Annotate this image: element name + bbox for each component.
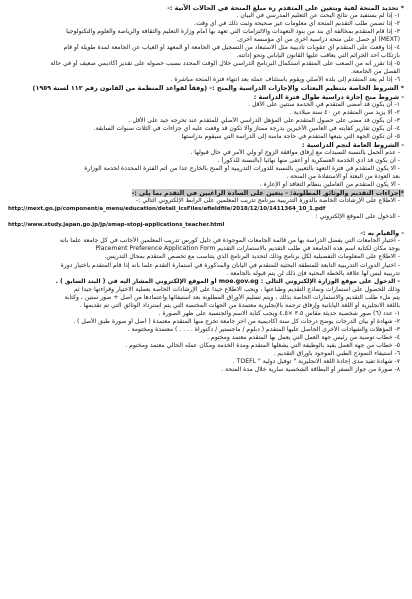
text-line xyxy=(8,157,404,165)
line-text: - ألا يكون المتقدم من العاملين بنظام التعاقد أو الإعارة . xyxy=(259,181,400,189)
text-line xyxy=(8,302,404,310)
text-line xyxy=(8,245,404,253)
text-line xyxy=(8,181,404,189)
text-line xyxy=(8,358,404,366)
line-text: http://mext.go.jp/component/a_menu/education/detail_icsFiles/afieldfile/2018/12/10/1411364_10_1.pdf xyxy=(8,206,326,213)
url-line[interactable] xyxy=(8,205,404,213)
text-line xyxy=(8,310,404,318)
text-line xyxy=(8,237,404,245)
line-text: ٤- خطاب توصية من رئيس جهة العمل التي يعمل بها المتقدم معتمد ومختوم . xyxy=(207,333,400,341)
line-text: وذلك للحصول على استمارات ونماذج التقديم وطباعتها ، ويجب الاطلاع جيداً على الإرشادات الخاصة بعملية الاختيار وقراءتها جيداً ثم xyxy=(73,285,400,293)
line-text: - الاطلاع على المعلومات التفصيلية لكل برنامج وذلك لتحديد البرنامج الذي يتناسب مع تخصص المتقدم بمجال التدريس. xyxy=(104,253,400,261)
section-heading xyxy=(8,141,404,149)
text-line xyxy=(8,270,404,278)
text-line xyxy=(8,133,404,141)
text-line xyxy=(8,12,404,20)
line-text: * الشروط الخاصة بتنظيم البعثات والإجازات الدراسية والمنح :- (وفقاً لقواعد المنظمة من القانون رقم ١١٢ لسنة ١٩٥٩) xyxy=(32,84,404,93)
text-line xyxy=(8,117,404,125)
line-text: - ألا يكون المتقدم في فترة التعهد بالتعيين بالنسبة للدورات التدريبية أو المنح بالخارج عدا من أتم الفترة المحددة لخدمة الوزارة xyxy=(84,164,400,172)
line-text: - الدخول على الموقع الإلكتروني : xyxy=(315,213,400,221)
line-text: تدريبية ليس لها علاقة بالخطة البحثية فإن ذلك لن يتم قبوله بالجامعة . xyxy=(226,269,400,277)
line-text: - الشروط العامة لنجم الدراسية : xyxy=(302,140,404,149)
line-text: ٤- أن يكون تقارير كفايته في العامين الأخيرين بدرجة ممتاز وألا تكون قد وقعت عليه أي جزاءات في الثلاث سنوات السابقة. xyxy=(93,124,400,132)
text-line xyxy=(8,350,404,358)
text-line xyxy=(8,173,404,181)
text-line xyxy=(8,342,404,350)
line-text: ٨- صورة من جواز السفر أو البطاقة الشخصية سارية خلال مدة المنحة . xyxy=(221,366,400,374)
section-heading xyxy=(8,93,404,101)
line-text: - اختيار الجامعات التي يفضل الدراسة بها من قائمة الجامعات الموجودة في دليل كورس تدريب المعلمين الأجانب في كل جامعة علماً بأنه xyxy=(59,237,400,245)
line-text: ٥- أن تكون الجهة التي يتبعها المتقدم في حاجة ماسة إلى الدراسة التي سيقوم بدراستها xyxy=(181,132,400,140)
line-text: ٧- شهادة تفيد مدى إجادة اللغة الانجليزية " توفيل دولية " TOEFL . xyxy=(232,358,400,366)
line-text: http://www.study.japan.go.jp/jp/smap-stopj-applications_teacher.html xyxy=(8,222,225,229)
line-text: بعد العودة من البعثة أو الاستفادة من المنحة . xyxy=(286,172,400,180)
line-text: - شروط منح إجازة دراسية طوال فترة الدراسة : xyxy=(253,92,404,101)
line-text: ١- أن يكون قد أمضى المتقدم في الخدمة سنتين على الأقل . xyxy=(248,100,400,108)
section-heading xyxy=(8,189,404,197)
line-text: - عدم الحمل بالنسبة للسيدات مع إرفاق موافقة الزوج أو ولي الأمر في حال قبولها . xyxy=(190,148,400,156)
line-text: الفصل من الجامعة. xyxy=(350,68,400,76)
line-text: (MEXT) أو حصل على منحة دراسية أخرى من أي مؤسسة أخرى. xyxy=(236,36,400,44)
line-text: ٣- إذا قام المتقدم بمخالفة أي بند من بنود التعهدات والالتزامات التي تعهد بها أمام وزارة التعليم والثقافة والرياضة والعلوم والتكنولوجيا xyxy=(66,28,400,36)
section-heading xyxy=(8,84,404,92)
line-text: يوجد مكان لكتابة اسم هذه الجامعة في طلب التقديم بالاستمارات التقديم Placement Preference Application Form xyxy=(95,245,400,253)
line-text: - الاطلاع على الإرشادات الخاصة بالدورة التدريبية ببرنامج تدريب المعلمين على الرابط الإلكتروني التالي :- xyxy=(136,197,400,205)
line-text: ٥- خطاب من جهة العمل يفيد بالوظيفة التي يشغلها المتقدم ومدة الخدمة ومكان عمله الحالي معتمد ومختوم . xyxy=(125,341,400,349)
line-text: - والقيام به :- xyxy=(360,229,404,238)
text-line xyxy=(8,197,404,205)
text-line xyxy=(8,52,404,60)
text-line xyxy=(8,28,404,36)
line-text: ٦- إذا لم يعد المتقدم إلى بلده الأصلي ويقوم باستئناف عمله بعد انتهاء فترة المنحة مباشرة . xyxy=(170,76,400,84)
text-line xyxy=(8,318,404,326)
text-line xyxy=(8,101,404,109)
text-line xyxy=(8,125,404,133)
line-text: ٦- استيفاء النموذج الطبي الموجود بأوراق التقديم . xyxy=(273,350,400,358)
line-text: - أن يكون قد أدى الخدمة العسكرية أو أعفى منها نهائياً (بالنسبة للذكور) . xyxy=(217,156,400,164)
text-line xyxy=(8,326,404,334)
line-text: ٣- المؤهلات والشهادات الأخرى الحاصل عليها المتقدم ( دبلوم / ماجستير / دكتوراة . . . . ) معتمدة ومختومة . xyxy=(127,325,400,333)
text-line xyxy=(8,68,404,76)
line-text: - الدخول على موقع الوزارة الإلكتروني التالي : moe.gov.eg أو الموقع الإلكتروني المشار اليه في ( البند السابق ) . xyxy=(55,277,400,285)
text-line xyxy=(8,20,404,28)
text-line xyxy=(8,76,404,84)
text-line xyxy=(8,149,404,157)
section-heading xyxy=(8,229,404,237)
line-text: ٢- إذا تضمن طلب التقديم المنحة أي معلومات غير صحيحة وثبت ذلك في أي وقت. xyxy=(194,20,400,28)
text-line xyxy=(8,253,404,261)
text-line xyxy=(8,262,404,270)
line-text: ١- إذا لم يستفيد من نتائج البحث عن التعليم المدرسي في البيان . xyxy=(236,12,400,20)
text-line xyxy=(8,213,404,221)
text-line xyxy=(8,36,404,44)
line-text: * تحديد المنحة لفية ويتعين على المتقدم ره مبلغ المنحة في الحالات الآتية :- xyxy=(167,4,404,12)
text-line xyxy=(8,44,404,52)
text-line xyxy=(8,366,404,374)
text-line xyxy=(8,278,404,286)
line-text: ٣- أن يكون قد مضى على حصول المتقدم على المؤهل الدراسي الأصلي للمتقدم عند تخرجه جيد على الأقل . xyxy=(128,116,400,124)
text-line xyxy=(8,60,404,68)
line-text: ٢- ألا يزيد سن المتقدم عن ٤٠ سنة ميلادية . xyxy=(289,108,400,116)
text-line xyxy=(8,334,404,342)
line-text: ٤- إذا وقعت على المتقدم أي عقوبات تأديبية مثل الاستبعاد من التسجيل في الجامعة أو المعهد أو الغياب عن الجامعة لمدة طويلة أو قام xyxy=(63,44,400,52)
text-line xyxy=(8,286,404,294)
text-line xyxy=(8,294,404,302)
line-text: بارتكاب أحد الجرائم التي يعاقب عليها القانون الياباني ونحو إدانته. xyxy=(236,52,400,60)
line-text: باللغة الانجليزية أو اللغة اليابانية وإرفاق ترجمة بالإنجليزية معتمدة من الجهات المختصة التي يتم استرداد الوثائق التي تم تقديمها . xyxy=(79,301,400,309)
text-line xyxy=(8,165,404,173)
section-heading xyxy=(8,4,404,12)
line-text: ٥- إذا تقرر أنه من الصعب على المتقدم استكمال البرنامج الدراسي خلال الوقت المحدد بسبب حصوله على تقدير أكاديمي ضعيف أو في حالة xyxy=(50,60,400,68)
text-line xyxy=(8,109,404,117)
url-line[interactable] xyxy=(8,221,404,229)
line-text: يتم ملء طلب التقديم والاستمارات الخاصة بذلك ، ويتم تسليم الأوراق المطلوبة بعد استيفائها واعتمادها من أصل + صور ستين ، وكتابة xyxy=(64,293,400,301)
line-text: *إجراءات التقديم والوثائق المطلوبة: - يتعين على السادة الراغبين في التقدم بما يلي :- xyxy=(131,189,404,198)
line-text: ١- عدد (٦) صور شخصية حديثة مقاس ٣.٥ ×٤.٥ ويجب كتابة الاسم والجنسية على ظهر الصورة . xyxy=(158,309,400,317)
line-text: - اختيار الدورات التدريبية التابعة للمنطقة البحثية للمتقدم في اليابان والمذكورة في استمارة التقدم علماً بأنه إذا قام المتقدم باختيار دورة xyxy=(60,261,400,269)
line-text: ٢- شهادة أو بيان الدرجات يوضح درجات كل سنة أكاديمية من آخر جامعة تخرج منها المتقدم معتمدة ( أصل أو صورة طبق الأصل ) . xyxy=(73,317,400,325)
